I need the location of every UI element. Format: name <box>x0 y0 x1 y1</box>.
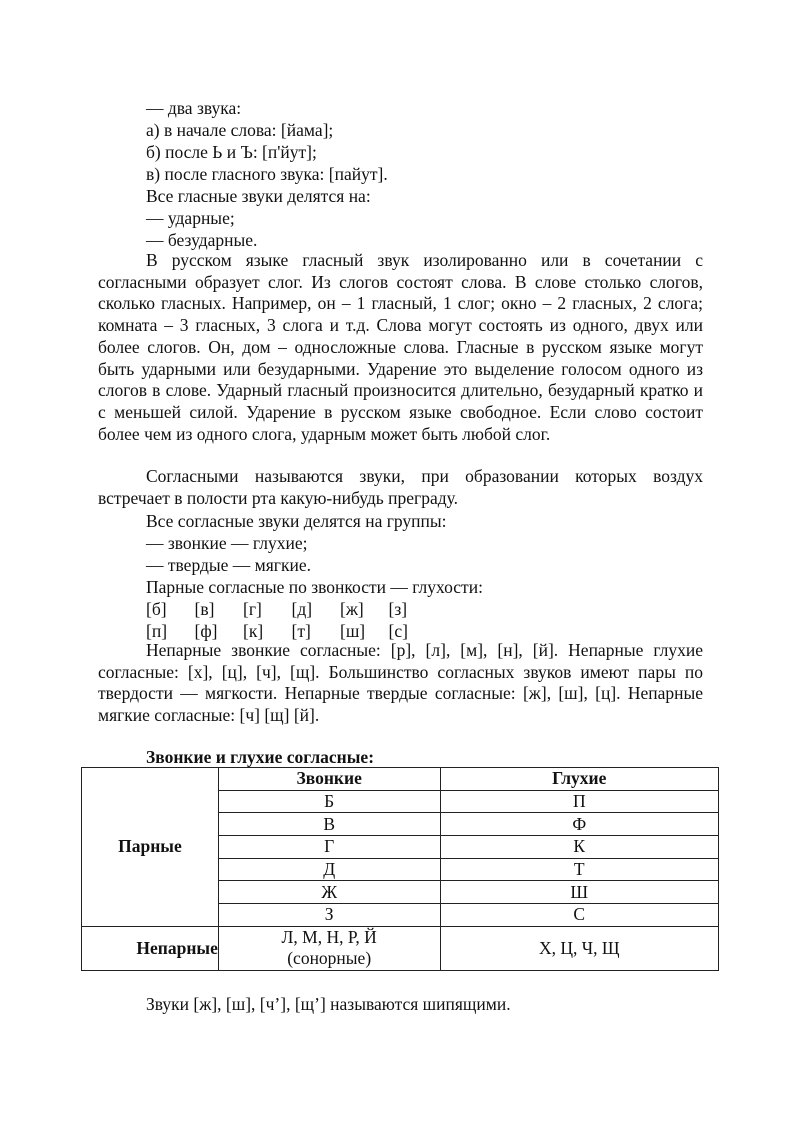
cell-voiceless: С <box>440 904 718 927</box>
consonant: [ш] <box>340 621 366 641</box>
table-caption: Звонкие и глухие согласные: <box>146 747 375 767</box>
consonant: [з] <box>388 599 408 619</box>
cell-voiced: В <box>218 813 440 836</box>
text-line: — твердые — мягкие. <box>146 555 311 575</box>
consonant: [ф] <box>194 621 218 641</box>
cell-voiced-unpaired <box>218 926 440 970</box>
text-line: — безударные. <box>146 230 258 250</box>
paragraph-syllables <box>98 250 703 445</box>
unpaired-voiced-letters: Л, М, Н, Р, Й <box>281 927 377 948</box>
paragraph-text: В русском языке гласный звук изолированно или в сочетании с согласными образует слог. Из слогов состоят слова. В слове столько слогов, сколько гласных. Например, он – 1 гласный, 1 слог; окно – 2 гласных, 2 слога; комната – 3 гласных, 3 слога и т.д. Слова могут состоять из одного, двух или более слогов. Он, дом – односложные слова. Гласные в русском языке могут быть ударными или безударными. Ударение это выделение голосом одного из слогов в слове. Ударный гласный произносится длительно, безударный кратко и с меньшей силой. Ударение в русском языке свободное. Если слово состоит более чем из одного слога, ударным может быть любой слог. <box>98 250 703 444</box>
consonant: [д] <box>291 599 313 619</box>
header-voiced: Звонкие <box>218 768 440 791</box>
text-line: — звонкие — глухие; <box>146 533 308 553</box>
text-line: а) в начале слова: [йама]; <box>146 120 334 140</box>
voiceless-pairs-row <box>146 620 437 642</box>
text-line: в) после гласного звука: [пайут]. <box>146 164 388 184</box>
table-row <box>82 926 719 970</box>
consonant: [п] <box>146 621 168 641</box>
consonant: [т] <box>291 621 311 641</box>
consonant: [в] <box>194 599 215 619</box>
cell-voiceless: К <box>440 836 718 859</box>
consonants-table <box>81 767 719 971</box>
cell-voiced: Б <box>218 790 440 813</box>
consonant: [с] <box>388 621 408 641</box>
unpaired-voiced-note: (сонорные) <box>287 948 372 969</box>
paired-label: Парные <box>82 768 219 927</box>
voiced-pairs-row <box>146 598 437 620</box>
text-line: Звуки [ж], [ш], [ч’], [щ’] называются шипящими. <box>146 994 511 1014</box>
cell-voiced: Г <box>218 836 440 859</box>
cell-voiceless: Ш <box>440 881 718 904</box>
text-line: — ударные; <box>146 208 235 228</box>
paragraph-consonants <box>98 466 703 509</box>
table-row <box>82 768 719 791</box>
paragraph-text: Непарные звонкие согласные: [р], [л], [м], [н], [й]. Непарные глухие согласные: [х], [ц], [ч], [щ]. Большинство согласных звуков имеют пары по твердости — мягкости. Непарные твердые согласные: [ж], [ш], [ц]. Непарные мягкие согласные: [ч] [щ] [й]. <box>98 640 703 726</box>
consonant: [к] <box>243 621 264 641</box>
consonant: [б] <box>146 599 167 619</box>
header-voiceless: Глухие <box>440 768 718 791</box>
cell-voiceless: Ф <box>440 813 718 836</box>
cell-voiceless: Т <box>440 858 718 881</box>
text-line: б) после Ь и Ъ: [п'йут]; <box>146 142 317 162</box>
text-line: Все согласные звуки делятся на группы: <box>146 511 447 531</box>
text-line: — два звука: <box>146 98 242 118</box>
cell-voiced: Д <box>218 858 440 881</box>
cell-voiced: Ж <box>218 881 440 904</box>
text-line: Все гласные звуки делятся на: <box>146 186 371 206</box>
cell-voiceless: П <box>440 790 718 813</box>
text-line: Парные согласные по звонкости — глухости: <box>146 577 483 597</box>
paragraph-unpaired <box>98 640 703 727</box>
consonant: [ж] <box>340 599 364 619</box>
paragraph-text: Согласными называются звуки, при образовании которых воздух встречает в полости рта какую-нибудь преграду. <box>98 466 703 508</box>
cell-voiceless-unpaired: Х, Ц, Ч, Щ <box>440 926 718 970</box>
unpaired-label: Непарные <box>82 926 219 970</box>
consonant: [г] <box>243 599 262 619</box>
cell-voiced: З <box>218 904 440 927</box>
